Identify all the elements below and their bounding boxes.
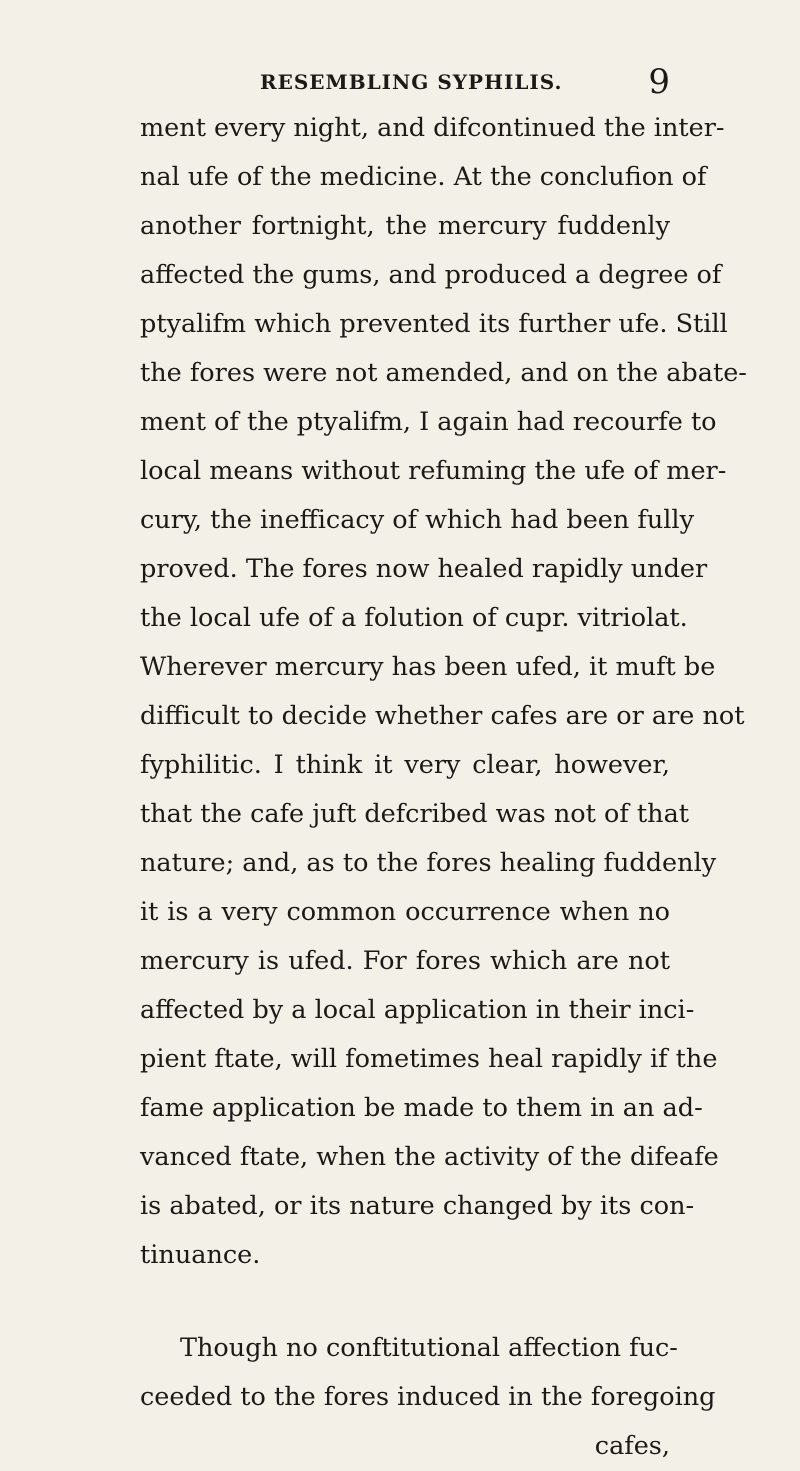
- text-line: fame application be made to them in an ad-: [140, 1093, 703, 1123]
- paragraph-2: [140, 1324, 716, 1471]
- catchword: cafes,: [594, 1431, 670, 1461]
- text-line: Wherever mercury has been ufed, it muft be: [140, 652, 716, 682]
- text-line: ptyalifm which prevented its further ufe. Still: [140, 309, 728, 339]
- body-text: [140, 104, 747, 1471]
- running-head: [140, 62, 670, 102]
- text-line: fyphilitic. I think it very clear, however,: [140, 750, 670, 780]
- running-head-title: RESEMBLING SYPHILIS.: [260, 70, 563, 94]
- text-line: affected the gums, and produced a degree of: [140, 260, 722, 290]
- text-line: another fortnight, the mercury fuddenly: [140, 211, 670, 241]
- text-line: the fores were not amended, and on the abate-: [140, 358, 747, 388]
- text-line: vanced ftate, when the activity of the difeafe: [140, 1142, 719, 1172]
- text-line: difficult to decide whether cafes are or are not: [140, 701, 745, 731]
- text-line: proved. The fores now healed rapidly under: [140, 554, 708, 584]
- text-line: the local ufe of a folution of cupr. vitriolat.: [140, 603, 688, 633]
- text-line: is abated, or its nature changed by its con-: [140, 1191, 695, 1221]
- text-line: Though no conftitutional affection fuc-: [180, 1333, 678, 1363]
- text-line: cury, the inefficacy of which had been fully: [140, 505, 694, 535]
- page-number: 9: [648, 62, 670, 102]
- text-line: nal ufe of the medicine. At the conclufion of: [140, 162, 707, 192]
- text-line: mercury is ufed. For fores which are not: [140, 946, 670, 976]
- text-line: affected by a local application in their inci-: [140, 995, 695, 1025]
- text-line: local means without refuming the ufe of mer-: [140, 456, 727, 486]
- text-line: ment every night, and difcontinued the inter-: [140, 113, 725, 143]
- text-line: nature; and, as to the fores healing fuddenly: [140, 848, 717, 878]
- text-line: pient ftate, will fometimes heal rapidly if the: [140, 1044, 718, 1074]
- text-line: ceeded to the fores induced in the foregoing: [140, 1382, 716, 1412]
- text-line: tinuance.: [140, 1240, 261, 1270]
- paragraph-gap: [140, 1280, 670, 1324]
- paragraph-1: [140, 104, 747, 1280]
- text-line: it is a very common occurrence when no: [140, 897, 670, 927]
- text-line: ment of the ptyalifm, I again had recourfe to: [140, 407, 717, 437]
- text-line: that the cafe juft defcribed was not of that: [140, 799, 690, 829]
